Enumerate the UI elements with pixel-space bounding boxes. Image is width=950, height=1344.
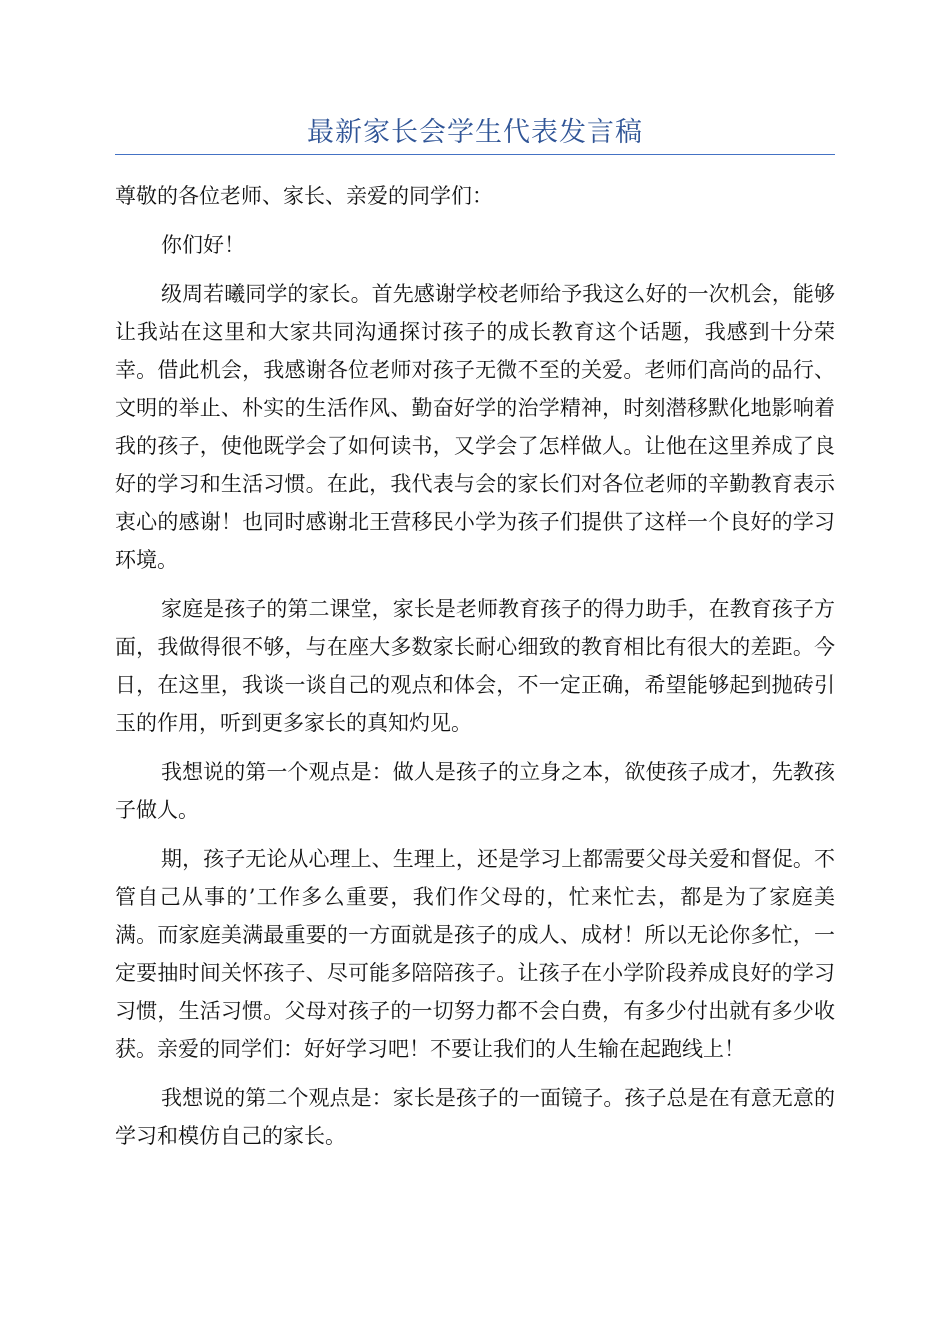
paragraph-thanks: 级周若曦同学的家长。首先感谢学校老师给予我这么好的一次机会，能够让我站在这里和大家共同沟通探讨孩子的成长教育这个话题，我感到十分荣幸。借此机会，我感谢各位老师对孩子无微不至的关爱。老师们高尚的品行、文明的举止、朴实的生活作风、勤奋好学的治学精神，时刻潜移默化地影响着我的孩子，使他既学会了如何读书，又学会了怎样做人。让他在这里养成了良好的学习和生活习惯。在此，我代表与会的家长们对各位老师的辛勤教育表示衷心的感谢！也同时感谢北王营移民小学为孩子们提供了这样一个良好的学习环境。: [115, 282, 835, 572]
paragraph-second-point: 我想说的第二个观点是：家长是孩子的一面镜子。孩子总是在有意无意的学习和模仿自己的家长。: [115, 1086, 835, 1148]
paragraph-greeting: 你们好！: [161, 233, 245, 257]
title-underline: [115, 154, 835, 155]
salutation: 尊敬的各位老师、家长、亲爱的同学们：: [115, 184, 493, 208]
document-body: [115, 177, 835, 1166]
paragraph-first-point: 我想说的第一个观点是：做人是孩子的立身之本，欲使孩子成才，先教孩子做人。: [115, 760, 835, 822]
document-title: 最新家长会学生代表发言稿: [307, 117, 643, 148]
paragraph-family-classroom: 家庭是孩子的第二课堂，家长是老师教育孩子的得力助手，在教育孩子方面，我做得很不够，与在座大多数家长耐心细致的教育相比有很大的差距。今日，在这里，我谈一谈自己的观点和体会，不一定正确，希望能够起到抛砖引玉的作用，听到更多家长的真知灼见。: [115, 597, 835, 735]
paragraph-care: 期，孩子无论从心理上、生理上，还是学习上都需要父母关爱和督促。不管自己从事的’工作多么重要，我们作父母的，忙来忙去，都是为了家庭美满。而家庭美满最重要的一方面就是孩子的成人、成材！所以无论你多忙，一定要抽时间关怀孩子、尽可能多陪陪孩子。让孩子在小学阶段养成良好的学习习惯，生活习惯。父母对孩子的一切努力都不会白费，有多少付出就有多少收获。亲爱的同学们：好好学习吧！不要让我们的人生输在起跑线上！: [115, 847, 835, 1061]
